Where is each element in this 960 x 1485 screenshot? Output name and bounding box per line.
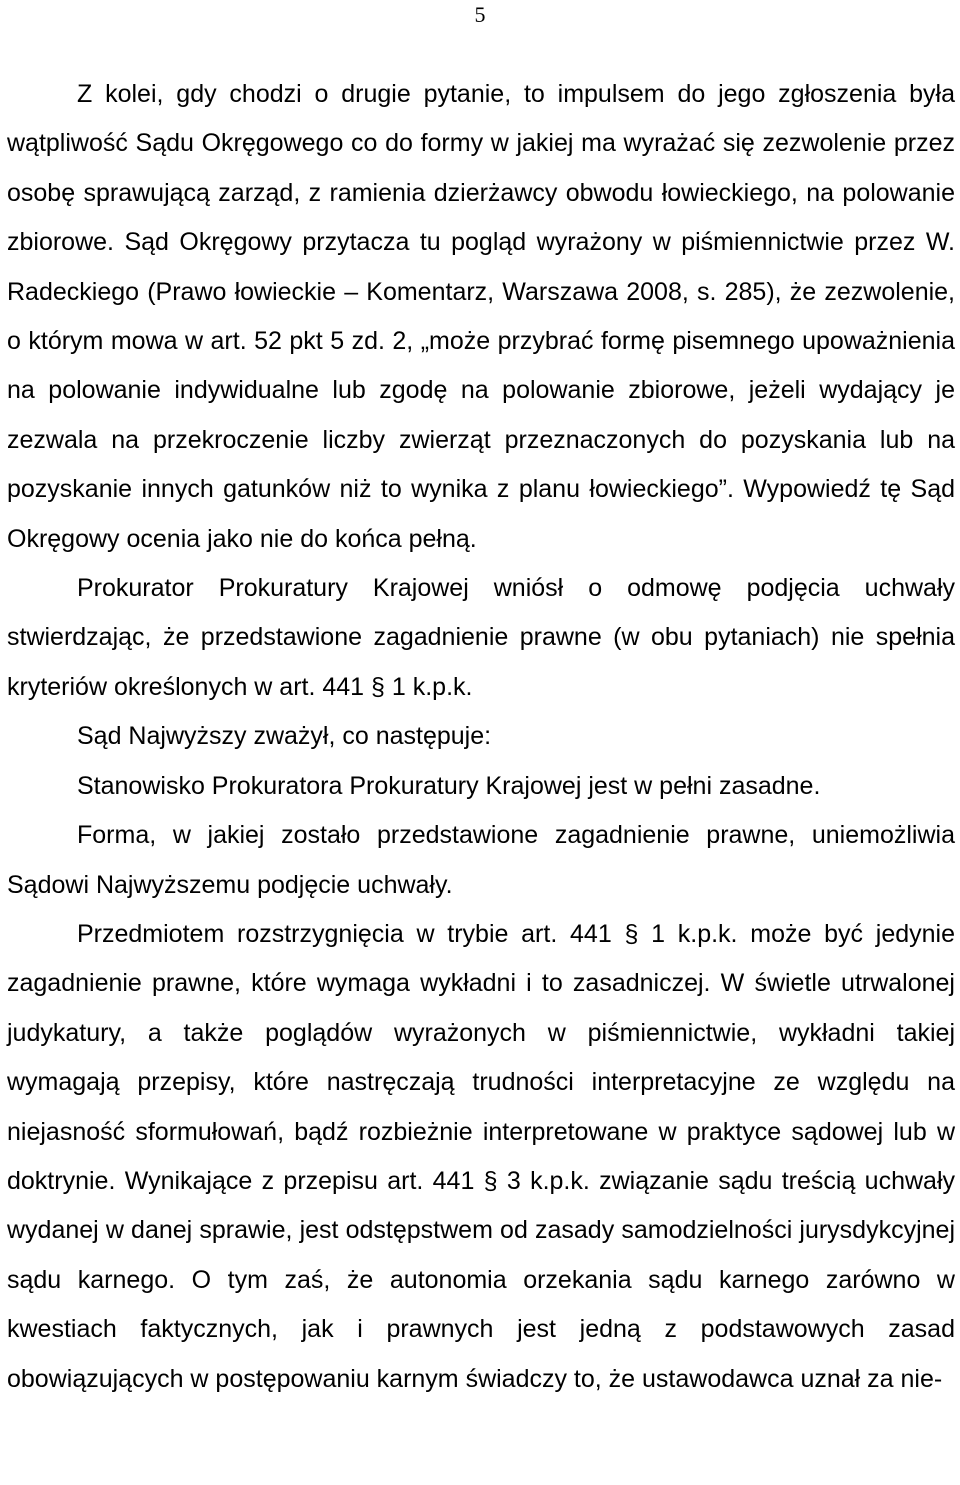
document-body bbox=[7, 70, 955, 1404]
paragraph-prosecutor-motion: Prokurator Prokuratury Krajowej wniósł o odmowę podjęcia uchwały stwierdzając, że przedstawione zagadnienie prawne (w obu pytaniach) nie spełnia kryteriów określonych w art. 441 § 1 k.p.k. bbox=[7, 574, 955, 701]
paragraph-form-prevents: Forma, w jakiej zostało przedstawione zagadnienie prawne, uniemożliwia Sądowi Najwyższemu podjęcie uchwały. bbox=[7, 821, 955, 899]
paragraph-position-justified: Stanowisko Prokuratora Prokuratury Krajowej jest w pełni zasadne. bbox=[77, 771, 821, 800]
paragraph-second-question: Z kolei, gdy chodzi o drugie pytanie, to impulsem do jego zgłoszenia była wątpliwość Sądu Okręgowego co do formy w jakiej ma wyrażać się zezwolenie przez osobę sprawującą zarząd, z ramienia dzierżawcy obwodu łowieckiego, na polowanie zbiorowe. Sąd Okręgowy przytacza tu pogląd wyrażony w piśmiennictwie przez W. Radeckiego (Prawo łowieckie – Komentarz, Warszawa 2008, s. 285), że zezwolenie, o którym mowa w art. 52 pkt 5 zd. 2, „może przybrać formę pisemnego upoważnienia na polowanie indywidualne lub zgodę na polowanie zbiorowe, jeżeli wydający je zezwala na przekroczenie liczby zwierząt przeznaczonych do pozyskania lub na pozyskanie innych gatunków niż to wynika z planu łowieckiego”. Wypowiedź tę Sąd Okręgowy ocenia jako nie do końca pełną. bbox=[7, 80, 955, 553]
paragraph-subject-of-ruling: Przedmiotem rozstrzygnięcia w trybie art. 441 § 1 k.p.k. może być jedynie zagadnienie prawne, które wymaga wykładni i to zasadniczej. W świetle utrwalonej judykatury, a także poglądów wyrażonych w piśmiennictwie, wykładni takiej wymagają przepisy, które nastręczają trudności interpretacyjne ze względu na niejasność sformułowań, bądź rozbieżnie interpretowane w praktyce sądowej lub w doktrynie. Wynikające z przepisu art. 441 § 3 k.p.k. związanie sądu treścią uchwały wydanej w danej sprawie, jest odstępstwem od zasady samodzielności jurysdykcyjnej sądu karnego. O tym zaś, że autonomia orzekania sądu karnego zarówno w kwestiach faktycznych, jak i prawnych jest jedną z podstawowych zasad obowiązujących w postępowaniu karnym świadczy to, że ustawodawca uznał za nie- bbox=[7, 919, 955, 1393]
page-number: 5 bbox=[474, 2, 486, 27]
paragraph-court-considered: Sąd Najwyższy zważył, co następuje: bbox=[77, 722, 492, 751]
